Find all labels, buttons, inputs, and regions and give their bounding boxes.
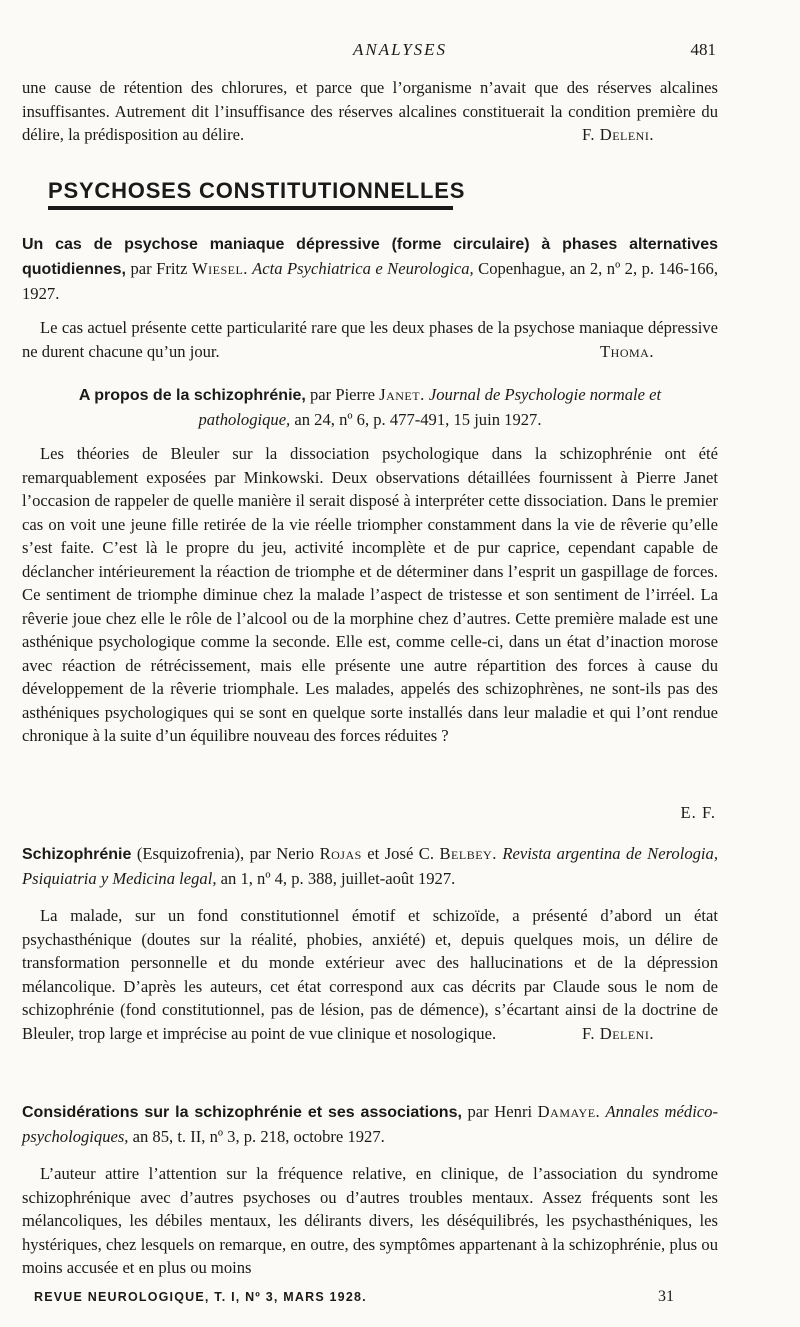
article-3-journal: Revista argentina de Nerologia, Psiquiatria y Medicina legal,	[22, 844, 718, 888]
article-1-author: Wiesel.	[191, 259, 248, 278]
article-3-body	[22, 904, 718, 1045]
article-1-heading	[22, 232, 718, 306]
article-4-title: Considérations sur la schizophrénie et ses associations,	[22, 1104, 462, 1121]
article-3-ref: an 1, nº 4, p. 388, juillet-août 1927.	[216, 869, 456, 888]
article-1-by: par Fritz	[126, 259, 192, 278]
article-3-heading	[22, 842, 718, 891]
article-3-title: Schizophrénie	[22, 846, 132, 863]
footer-journal: REVUE NEUROLOGIQUE, T. I, Nº 3, MARS 1928.	[34, 1290, 367, 1304]
running-head	[0, 40, 800, 64]
article-4-body: L’auteur attire l’attention sur la fréquence relative, en clinique, de l’association du syndrome schizophrénique avec d’autres psychoses ou d’autres troubles mentaux. Assez fréquents sont les mélancoliques, les débiles mentaux, les délirants divers, les déséquilibrés, les psychasthéniques, les hystériques, chez lesquels on remarque, en outre, des symptômes appartenant à la schizophrénie, plus ou moins accusée et en plus ou moins	[22, 1164, 718, 1277]
article-1-signature: Thoma.	[600, 341, 654, 361]
section-rule	[48, 206, 453, 210]
article-3-author-2: Belbey.	[439, 844, 497, 863]
article-3-signature: F. Deleni.	[582, 1023, 654, 1043]
article-4-author: Damaye.	[537, 1102, 601, 1121]
article-2-journal: Journal de Psychologie normale et pathologique,	[198, 385, 662, 429]
article-4-heading	[22, 1100, 718, 1149]
page-footer	[34, 1290, 674, 1314]
article-1-journal: Acta Psychiatrica e Neurologica,	[247, 259, 474, 278]
article-3-text: La malade, sur un fond constitutionnel émotif et schizoïde, a présenté d’abord un état psychasthénique (doutes sur la réalité, phobies, anxiété) et, depuis quelques mois, un délire de transformation personnelle et du monde extérieur avec des hallucinations et de la dépression mélancolique. D’après les auteurs, cet état correspond aux cas décrits par Claude sous le nom de schizophrénie (fond constitutionnel, pas de lésion, pas de démence), s’écartant ainsi de la doctrine de Bleuler, trop large et imprécise au point de vue clinique et nosologique.	[22, 906, 718, 1043]
article-2-body: Les théories de Bleuler sur la dissociation psychologique dans la schizophrénie ont été remarquablement exposées par Minkowski. Deux observations détaillées fournissent à Pierre Janet l’occasion de rappeler de quelle manière il serait disposé à interpréter cette dissociation. Dans le premier cas on voit une jeune fille retirée de la vie réelle triompher constamment dans la vie de rêverie qu’elle s’est faite. C’est là le propre du jeu, activité incomplète et de pur caprice, cependant capable de déclancher intérieurement la réaction de triomphe et de déterminer dans l’esprit un gaspillage de forces. Ce sentiment de triomphe diminue chez la malade l’aspect de tristesse et son sentiment de l’irréel. La rêverie joue chez elle le rôle de l’alcool ou de la morphine chez d’autres. Cette première malade est une asthénique psychologique comme la seconde. Elle est, comme celle-ci, dans un état d’inaction morose avec réaction de rétrécissement, mais elle présente une autre répartition des forces à cause du développement de la rêverie triomphale. Les malades, appelés des schizophrènes, ne sont-ils pas des asthéniques psychologiques qui se sont en quelque sorte installés dans leur maladie et qui l’ont rendue chronique à la suite d’un équilibre nouveau des forces réduites ?	[22, 444, 718, 745]
article-4-ref: an 85, t. II, nº 3, p. 218, octobre 1927.	[128, 1127, 385, 1146]
intro-text: une cause de rétention des chlorures, et parce que l’organisme n’avait que des réserves alcalines insuffisantes. Autrement dit l’insuffisance des réserves alcalines constituerait la condition première du délire, la prédisposition au délire.	[22, 78, 718, 144]
article-2-ref: an 24, nº 6, p. 477-491, 15 juin 1927.	[290, 410, 542, 429]
article-2-signature: E. F.	[680, 803, 716, 822]
article-3-by: (Esquizofrenia), par Nerio	[131, 844, 320, 863]
section-title: PSYCHOSES CONSTITUTIONNELLES	[48, 178, 466, 203]
article-1-title: Un cas de psychose maniaque dépressive (forme circulaire) à phases alternatives quotidiennes,	[22, 236, 718, 278]
article-1-text: Le cas actuel présente cette particularité rare que les deux phases de la psychose maniaque dépressive ne durent chacune qu’un jour.	[22, 318, 718, 361]
article-2-by: par Pierre	[305, 385, 380, 404]
article-2-author: Janet.	[379, 385, 425, 404]
article-1-body	[22, 316, 718, 363]
article-3-author-1: Rojas	[319, 844, 362, 863]
article-2-title: A propos de la schizophrénie,	[78, 387, 306, 404]
intro-signature: F. Deleni.	[582, 125, 654, 144]
article-2-heading	[40, 383, 700, 432]
running-title: ANALYSES	[352, 40, 448, 59]
page-number: 481	[690, 40, 716, 59]
article-1-ref: Copenhague, an 2, nº 2, p. 146-166, 1927.	[22, 259, 718, 303]
article-4-journal: Annales médico-psychologiques,	[22, 1102, 718, 1146]
intro-paragraph	[22, 76, 718, 147]
footer-sheet-number: 31	[658, 1288, 674, 1305]
article-3-by-2: et José C.	[361, 844, 440, 863]
article-4-by: par Henri	[461, 1102, 538, 1121]
